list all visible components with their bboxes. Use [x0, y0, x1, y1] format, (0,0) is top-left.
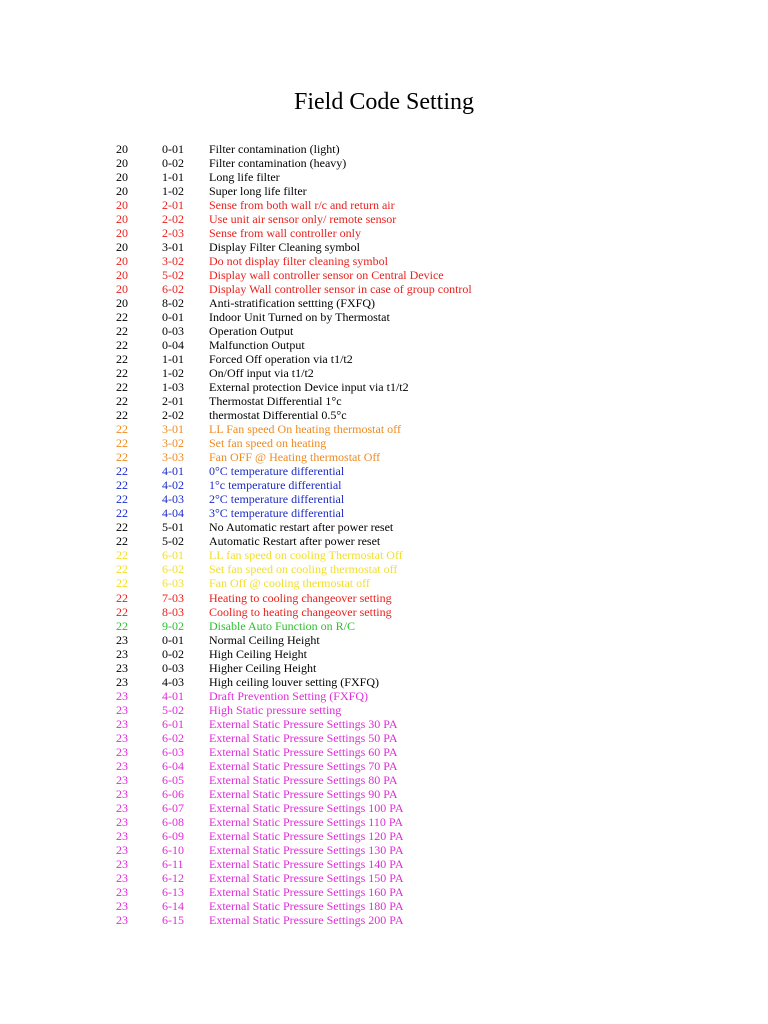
setting-code: 0-03: [162, 324, 184, 339]
group-number: 23: [116, 912, 128, 927]
setting-description: Heating to cooling changeover setting: [209, 590, 392, 605]
group-number: 23: [116, 856, 128, 871]
table-row: [0, 689, 768, 703]
group-number: 22: [116, 590, 128, 605]
setting-code: 6-13: [162, 884, 184, 899]
setting-code: 3-03: [162, 450, 184, 465]
setting-code: 1-02: [162, 366, 184, 381]
setting-description: Cooling to heating changeover setting: [209, 604, 392, 619]
setting-code: 9-02: [162, 618, 184, 633]
setting-description: External Static Pressure Settings 120 PA: [209, 828, 404, 843]
setting-code: 0-03: [162, 660, 184, 675]
group-number: 22: [116, 422, 128, 437]
group-number: 20: [116, 142, 128, 156]
table-row: [0, 394, 768, 408]
group-number: 23: [116, 814, 128, 829]
setting-description: Operation Output: [209, 324, 294, 339]
table-row: [0, 591, 768, 605]
setting-description: External Static Pressure Settings 110 PA: [209, 814, 404, 829]
group-number: 23: [116, 884, 128, 899]
setting-description: Filter contamination (heavy): [209, 156, 347, 171]
group-number: 22: [116, 604, 128, 619]
group-number: 22: [116, 520, 128, 535]
group-number: 23: [116, 744, 128, 759]
setting-code: 5-02: [162, 702, 184, 717]
setting-code: 6-15: [162, 912, 184, 927]
table-row: [0, 745, 768, 759]
group-number: 23: [116, 688, 128, 703]
setting-code: 6-03: [162, 576, 184, 591]
setting-description: Normal Ceiling Height: [209, 632, 320, 647]
table-row: [0, 717, 768, 731]
setting-description: Fan OFF @ Heating thermostat Off: [209, 450, 381, 465]
setting-code: 6-07: [162, 800, 184, 815]
setting-code: 6-02: [162, 282, 184, 297]
setting-code: 0-01: [162, 142, 184, 156]
field-code-table: [0, 142, 768, 927]
setting-description: Display Wall controller sensor in case of group control: [209, 282, 472, 297]
setting-code: 0-02: [162, 646, 184, 661]
group-number: 23: [116, 828, 128, 843]
setting-description: High ceiling louver setting (FXFQ): [209, 674, 379, 689]
setting-code: 6-06: [162, 786, 184, 801]
setting-description: Fan Off @ cooling thermostat off: [209, 576, 370, 591]
group-number: 22: [116, 380, 128, 395]
setting-description: External Static Pressure Settings 150 PA: [209, 870, 404, 885]
setting-code: 3-02: [162, 254, 184, 269]
table-row: [0, 310, 768, 324]
setting-description: External Static Pressure Settings 80 PA: [209, 772, 398, 787]
setting-description: External Static Pressure Settings 180 PA: [209, 898, 404, 913]
setting-description: Automatic Restart after power reset: [209, 534, 381, 549]
table-row: [0, 661, 768, 675]
setting-code: 4-04: [162, 506, 184, 521]
setting-code: 1-01: [162, 170, 184, 185]
table-row: [0, 871, 768, 885]
table-row: [0, 605, 768, 619]
setting-description: 2°C temperature differential: [209, 492, 345, 507]
group-number: 20: [116, 268, 128, 283]
setting-description: External Static Pressure Settings 140 PA: [209, 856, 404, 871]
table-row: [0, 156, 768, 170]
group-number: 22: [116, 478, 128, 493]
setting-description: External Static Pressure Settings 130 PA: [209, 842, 404, 857]
group-number: 23: [116, 898, 128, 913]
setting-description: Malfunction Output: [209, 338, 305, 353]
group-number: 23: [116, 772, 128, 787]
setting-description: Filter contamination (light): [209, 142, 340, 156]
group-number: 20: [116, 212, 128, 227]
setting-code: 6-09: [162, 828, 184, 843]
setting-description: 1°c temperature differential: [209, 478, 342, 493]
group-number: 20: [116, 226, 128, 241]
table-row: [0, 548, 768, 562]
setting-code: 3-01: [162, 422, 184, 437]
setting-code: 2-03: [162, 226, 184, 241]
table-row: [0, 843, 768, 857]
setting-code: 6-01: [162, 716, 184, 731]
group-number: 22: [116, 366, 128, 381]
table-row: [0, 212, 768, 226]
table-row: [0, 913, 768, 927]
group-number: 22: [116, 548, 128, 563]
table-row: [0, 787, 768, 801]
table-row: [0, 366, 768, 380]
group-number: 20: [116, 170, 128, 185]
setting-description: Disable Auto Function on R/C: [209, 618, 356, 633]
setting-code: 2-01: [162, 394, 184, 409]
setting-code: 8-02: [162, 296, 184, 311]
setting-code: 5-01: [162, 520, 184, 535]
setting-description: Display Filter Cleaning symbol: [209, 240, 360, 255]
table-row: [0, 773, 768, 787]
table-row: [0, 703, 768, 717]
setting-code: 4-01: [162, 688, 184, 703]
table-row: [0, 731, 768, 745]
setting-description: Forced Off operation via t1/t2: [209, 352, 353, 367]
setting-code: 4-01: [162, 464, 184, 479]
group-number: 22: [116, 576, 128, 591]
setting-description: LL fan speed on cooling Thermostat Off: [209, 548, 403, 563]
setting-description: Super long life filter: [209, 184, 307, 199]
group-number: 22: [116, 492, 128, 507]
setting-description: External Static Pressure Settings 50 PA: [209, 730, 398, 745]
group-number: 22: [116, 506, 128, 521]
table-row: [0, 170, 768, 184]
table-row: [0, 184, 768, 198]
group-number: 23: [116, 870, 128, 885]
setting-description: Set fan speed on heating: [209, 436, 327, 451]
table-row: [0, 759, 768, 773]
group-number: 20: [116, 198, 128, 213]
table-row: [0, 338, 768, 352]
setting-description: External Static Pressure Settings 30 PA: [209, 716, 398, 731]
setting-code: 1-01: [162, 352, 184, 367]
group-number: 23: [116, 660, 128, 675]
table-row: [0, 619, 768, 633]
table-row: [0, 520, 768, 534]
group-number: 22: [116, 450, 128, 465]
group-number: 22: [116, 310, 128, 325]
setting-description: LL Fan speed On heating thermostat off: [209, 422, 401, 437]
setting-code: 8-03: [162, 604, 184, 619]
group-number: 23: [116, 702, 128, 717]
table-row: [0, 198, 768, 212]
table-row: [0, 857, 768, 871]
group-number: 23: [116, 730, 128, 745]
setting-description: Indoor Unit Turned on by Thermostat: [209, 310, 390, 325]
group-number: 23: [116, 632, 128, 647]
setting-code: 5-02: [162, 534, 184, 549]
setting-description: Display wall controller sensor on Central Device: [209, 268, 444, 283]
table-row: [0, 422, 768, 436]
group-number: 23: [116, 646, 128, 661]
group-number: 23: [116, 716, 128, 731]
group-number: 20: [116, 296, 128, 311]
setting-description: Set fan speed on cooling thermostat off: [209, 562, 398, 577]
setting-description: Do not display filter cleaning symbol: [209, 254, 388, 269]
setting-description: External Static Pressure Settings 100 PA: [209, 800, 404, 815]
setting-description: Sense from both wall r/c and return air: [209, 198, 395, 213]
setting-code: 2-02: [162, 212, 184, 227]
setting-description: Thermostat Differential 1°c: [209, 394, 342, 409]
setting-code: 4-03: [162, 674, 184, 689]
setting-description: External Static Pressure Settings 160 PA: [209, 884, 404, 899]
setting-description: High Static pressure setting: [209, 702, 342, 717]
setting-code: 2-02: [162, 408, 184, 423]
table-row: [0, 282, 768, 296]
group-number: 20: [116, 254, 128, 269]
group-number: 22: [116, 534, 128, 549]
setting-description: Long life filter: [209, 170, 280, 185]
table-row: [0, 534, 768, 548]
table-row: [0, 478, 768, 492]
setting-code: 6-01: [162, 548, 184, 563]
group-number: 23: [116, 786, 128, 801]
table-row: [0, 296, 768, 310]
setting-code: 4-03: [162, 492, 184, 507]
table-row: [0, 436, 768, 450]
group-number: 22: [116, 436, 128, 451]
setting-description: Higher Ceiling Height: [209, 660, 317, 675]
setting-code: 3-01: [162, 240, 184, 255]
group-number: 23: [116, 800, 128, 815]
table-row: [0, 801, 768, 815]
setting-code: 6-03: [162, 744, 184, 759]
table-row: [0, 506, 768, 520]
table-row: [0, 562, 768, 576]
group-number: 20: [116, 240, 128, 255]
group-number: 20: [116, 282, 128, 297]
group-number: 20: [116, 156, 128, 171]
table-row: [0, 324, 768, 338]
setting-code: 6-02: [162, 562, 184, 577]
table-row: [0, 380, 768, 394]
table-row: [0, 464, 768, 478]
table-row: [0, 829, 768, 843]
table-row: [0, 352, 768, 366]
setting-description: No Automatic restart after power reset: [209, 520, 394, 535]
group-number: 20: [116, 184, 128, 199]
group-number: 22: [116, 464, 128, 479]
table-row: [0, 142, 768, 156]
setting-description: 0°C temperature differential: [209, 464, 345, 479]
group-number: 22: [116, 324, 128, 339]
group-number: 22: [116, 618, 128, 633]
table-row: [0, 647, 768, 661]
setting-description: 3°C temperature differential: [209, 506, 345, 521]
setting-code: 0-01: [162, 310, 184, 325]
table-row: [0, 675, 768, 689]
setting-description: External Static Pressure Settings 90 PA: [209, 786, 398, 801]
setting-code: 6-12: [162, 870, 184, 885]
setting-description: Anti-stratification settting (FXFQ): [209, 296, 375, 311]
setting-code: 6-02: [162, 730, 184, 745]
group-number: 22: [116, 338, 128, 353]
setting-code: 6-08: [162, 814, 184, 829]
setting-description: On/Off input via t1/t2: [209, 366, 314, 381]
setting-code: 0-04: [162, 338, 184, 353]
setting-code: 5-02: [162, 268, 184, 283]
setting-description: External protection Device input via t1/t2: [209, 380, 409, 395]
table-row: [0, 633, 768, 647]
setting-description: Use unit air sensor only/ remote sensor: [209, 212, 397, 227]
setting-code: 6-05: [162, 772, 184, 787]
setting-description: Sense from wall controller only: [209, 226, 361, 241]
setting-code: 1-03: [162, 380, 184, 395]
group-number: 22: [116, 408, 128, 423]
table-row: [0, 408, 768, 422]
group-number: 23: [116, 842, 128, 857]
setting-code: 7-03: [162, 590, 184, 605]
setting-description: External Static Pressure Settings 200 PA: [209, 912, 404, 927]
setting-description: Draft Prevention Setting (FXFQ): [209, 688, 368, 703]
table-row: [0, 240, 768, 254]
setting-code: 6-14: [162, 898, 184, 913]
table-row: [0, 254, 768, 268]
table-row: [0, 899, 768, 913]
group-number: 22: [116, 562, 128, 577]
setting-code: 6-10: [162, 842, 184, 857]
table-row: [0, 268, 768, 282]
table-row: [0, 885, 768, 899]
table-row: [0, 492, 768, 506]
group-number: 22: [116, 352, 128, 367]
setting-code: 4-02: [162, 478, 184, 493]
setting-code: 3-02: [162, 436, 184, 451]
setting-description: External Static Pressure Settings 70 PA: [209, 758, 398, 773]
group-number: 23: [116, 758, 128, 773]
setting-description: High Ceiling Height: [209, 646, 307, 661]
group-number: 23: [116, 674, 128, 689]
setting-code: 0-01: [162, 632, 184, 647]
table-row: [0, 450, 768, 464]
table-row: [0, 226, 768, 240]
table-row: [0, 815, 768, 829]
setting-code: 1-02: [162, 184, 184, 199]
group-number: 22: [116, 394, 128, 409]
page-title: Field Code Setting: [294, 89, 474, 115]
setting-code: 0-02: [162, 156, 184, 171]
setting-description: thermostat Differential 0.5°c: [209, 408, 347, 423]
setting-code: 2-01: [162, 198, 184, 213]
setting-description: External Static Pressure Settings 60 PA: [209, 744, 398, 759]
table-row: [0, 576, 768, 590]
setting-code: 6-04: [162, 758, 184, 773]
setting-code: 6-11: [162, 856, 184, 871]
